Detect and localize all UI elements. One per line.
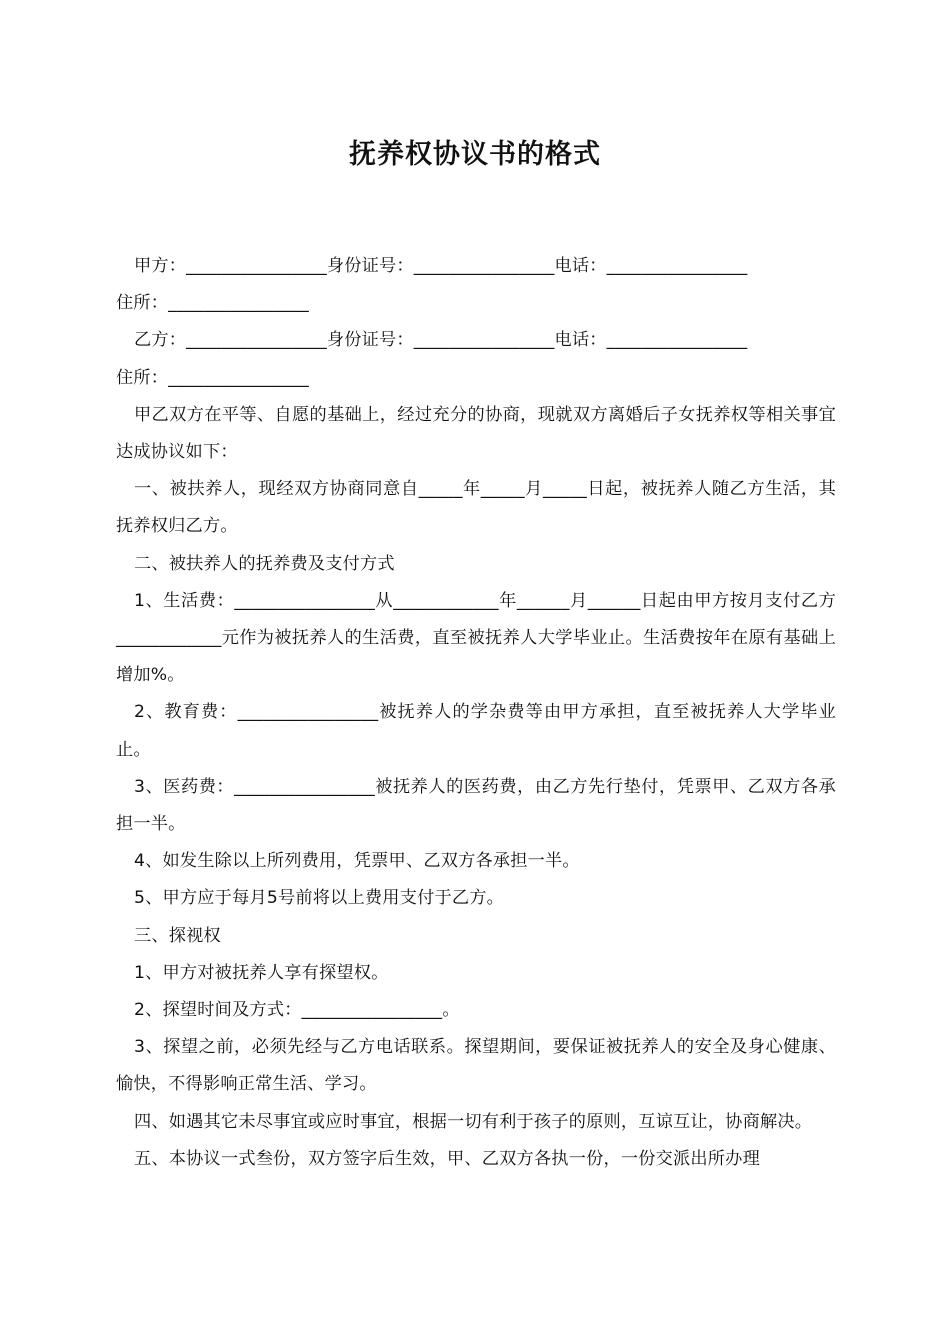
party-b-info: 乙方：________________身份证号：________________电话：________________ <box>134 330 748 351</box>
clause-1-custody: 一、被扶养人，现经双方协商同意自_____年_____月_____日起，被抚养人随乙方生活，其抚养权归乙方。 <box>116 479 836 537</box>
clause-5-copies: 五、本协议一式叁份，双方签字后生效，甲、乙双方各执一份，一份交派出所办理 <box>134 1148 760 1169</box>
clause-3-visitation-time: 2、探望时间及方式：________________。 <box>134 1000 460 1021</box>
document-body <box>116 248 836 1178</box>
clause-3-visitation-rules: 3、探望之前，必须先经与乙方电话联系。探望期间，要保证被抚养人的安全及身心健康、愉快，不得影响正常生活、学习。 <box>116 1037 836 1095</box>
clause-2-heading: 二、被扶养人的抚养费及支付方式 <box>134 553 395 574</box>
clause-2-payment-date: 5、甲方应于每月5号前将以上费用支付于乙方。 <box>134 888 505 909</box>
clause-2-living-expenses: 1、生活费：________________从____________年______月______日起由甲方按月支付乙方____________元作为被抚养人的生活费，直至被抚养人大学毕业止。生活费按年在原有基础上增加%。 <box>116 590 836 686</box>
party-a-info: 甲方：________________身份证号：________________电话：________________ <box>134 256 748 276</box>
document-title: 抚养权协议书的格式 <box>349 139 601 170</box>
party-b-address: 住所：________________ <box>116 367 309 388</box>
preamble-paragraph: 甲乙双方在平等、自愿的基础上，经过充分的协商，现就双方离婚后子女抚养权等相关事宜达成协议如下： <box>116 404 836 463</box>
clause-2-other-expenses: 4、如发生除以上所列费用，凭票甲、乙双方各承担一半。 <box>134 851 580 872</box>
clause-2-education-expenses: 2、教育费：________________被抚养人的学杂费等由甲方承担，直至被抚养人大学毕业止。 <box>116 702 836 760</box>
clause-2-medical-expenses: 3、医药费：________________被抚养人的医药费，由乙方先行垫付，凭票甲、乙双方各承担一半。 <box>116 776 836 835</box>
clause-3-heading: 三、探视权 <box>134 925 221 946</box>
clause-4-other-matters: 四、如遇其它未尽事宜或应时事宜，根据一切有利于孩子的原则，互谅互让，协商解决。 <box>134 1111 813 1132</box>
clause-3-visitation-right: 1、甲方对被抚养人享有探望权。 <box>134 962 389 983</box>
party-a-address: 住所：________________ <box>116 293 309 314</box>
